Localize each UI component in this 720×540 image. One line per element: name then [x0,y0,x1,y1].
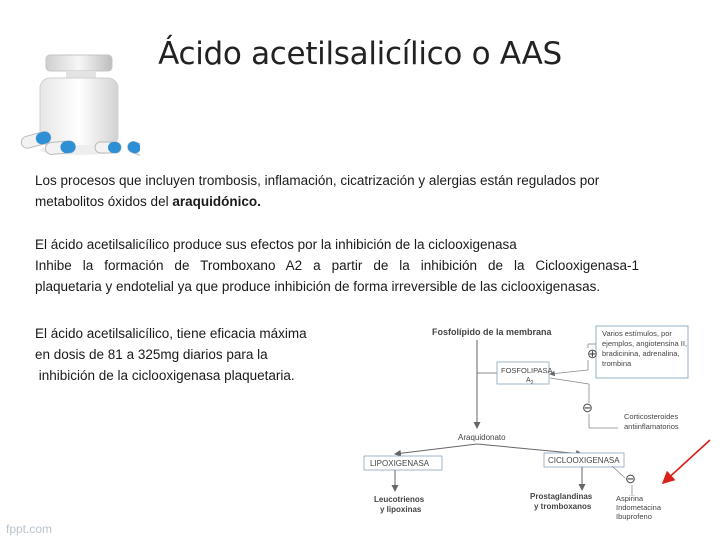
red-pointer-arrow [663,440,710,483]
fosfolipasa-label: FOSFOLIPASA [501,366,553,375]
pill-bottle-icon [0,0,140,165]
fosfolipasa-a: A [526,377,531,384]
arachidonic-pathway-diagram [350,318,720,523]
slide-title: Ácido acetilsalicílico o AAS [158,36,562,72]
paragraph-dosage [35,323,335,386]
araquidonato-label: Araquidonato [458,433,506,442]
inhibitor-line: Indometacina [616,503,662,512]
paragraph-line: en dosis de 81 a 325mg diarios para la [35,347,268,362]
stimuli-line: bradicinina, adrenalina, [602,349,680,358]
paragraph-intro [35,170,675,212]
paragraph-line: plaquetaria y endotelial ya que produce inhibición de forma irreversible de las ciclooxigenasas. [35,279,601,294]
leucotrienos-text [374,495,426,514]
membrane-label: Fosfolípido de la membrana [432,327,552,337]
leuco-line: Leucotrienos [374,495,425,504]
prosta-line: Prostaglandinas [530,492,593,501]
corticos-line: Corticosteroides [624,412,679,421]
lipoxigenasa-label: LIPOXIGENASA [370,459,430,468]
footer-watermark: fppt.com [6,522,53,536]
stimuli-line: Varios estímulos, por [602,329,672,338]
paragraph-text: metabolitos óxidos del [35,194,173,209]
paragraph-mechanism [35,234,639,297]
inhibitors-text [616,494,663,521]
paragraph-line: Inhibe la formación de Tromboxano A2 a partir de la inhibición de la Ciclooxigenasa-1 [35,258,639,273]
minus-icon: ⊖ [582,400,593,415]
fosfolipasa-sub: 2 [530,380,534,386]
highlight-term: araquidónico. [172,194,261,209]
minus-icon: ⊖ [625,471,636,486]
inhibitor-line: Ibuprofeno [616,512,652,521]
paragraph-line [35,191,675,212]
paragraph-line: Los procesos que incluyen trombosis, inflamación, cicatrización y alergias están regulados por [35,173,600,188]
paragraph-line: inhibición de la ciclooxigenasa plaquetaria. [35,368,295,383]
paragraph-line: El ácido acetilsalicílico produce sus efectos por la inhibición de la ciclooxigenasa [35,237,517,252]
prostaglandinas-text [530,492,594,511]
corticos-line: antiinflamatorios [624,422,679,431]
inhibitor-line: Aspirina [616,494,644,503]
stimuli-line: ejemplos, angiotensina II, [602,339,688,348]
prosta-line: y tromboxanos [534,502,592,511]
ciclooxigenasa-label: CICLOOXIGENASA [548,456,620,465]
corticosteroids-text [624,412,680,431]
paragraph-line: El ácido acetilsalicílico, tiene eficacia máxima [35,326,307,341]
plus-icon: ⊕ [587,346,598,361]
stimuli-line: trombina [602,359,632,368]
leuco-line: y lipoxinas [380,505,422,514]
